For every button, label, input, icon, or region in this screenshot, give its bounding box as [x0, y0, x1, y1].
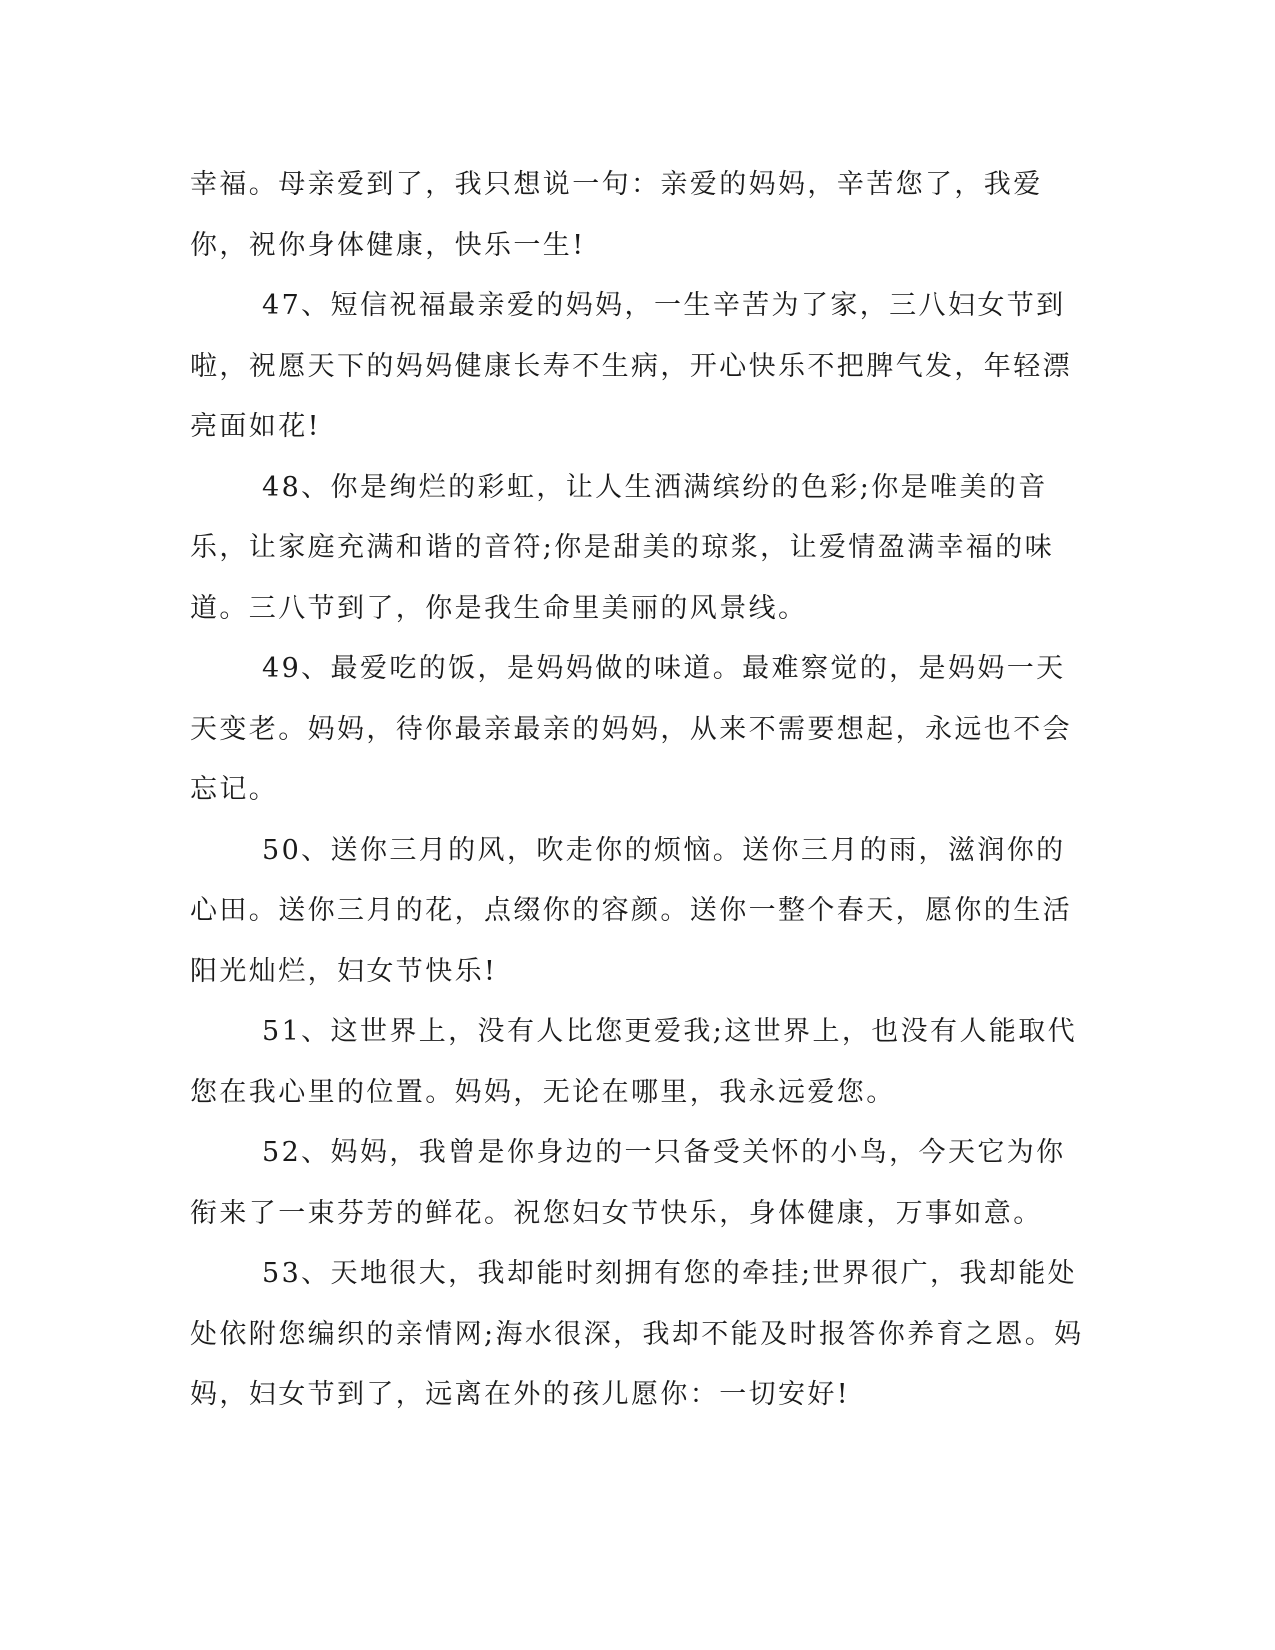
document-body: [190, 155, 1085, 1426]
paragraph-50: 50、送你三月的风，吹走你的烦恼。送你三月的雨，滋润你的心田。送你三月的花，点缀你的容颜。送你一整个春天，愿你的生活阳光灿烂，妇女节快乐!: [190, 834, 1072, 987]
paragraph-51: 51、这世界上，没有人比您更爱我;这世界上，也没有人能取代您在我心里的位置。妈妈，无论在哪里，我永远爱您。: [190, 1016, 1078, 1108]
paragraph-47: 47、短信祝福最亲爱的妈妈，一生辛苦为了家，三八妇女节到啦，祝愿天下的妈妈健康长寿不生病，开心快乐不把脾气发，年轻漂亮面如花!: [190, 290, 1072, 442]
paragraph-continuation: 幸福。母亲爱到了，我只想说一句：亲爱的妈妈，辛苦您了，我爱你，祝你身体健康，快乐一生!: [190, 169, 1043, 261]
paragraph-52: 52、妈妈，我曾是你身边的一只备受关怀的小鸟，今天它为你衔来了一束芬芳的鲜花。祝您妇女节快乐，身体健康，万事如意。: [190, 1137, 1066, 1229]
paragraph-49: 49、最爱吃的饭，是妈妈做的味道。最难察觉的，是妈妈一天天变老。妈妈，待你最亲最亲的妈妈，从来不需要想起，永远也不会忘记。: [190, 653, 1072, 805]
paragraph-53: 53、天地很大，我却能时刻拥有您的牵挂;世界很广，我却能处处依附您编织的亲情网;海水很深，我却不能及时报答你养育之恩。妈妈，妇女节到了，远离在外的孩儿愿你：一切安好!: [190, 1258, 1084, 1410]
paragraph-48: 48、你是绚烂的彩虹，让人生洒满缤纷的色彩;你是唯美的音乐，让家庭充满和谐的音符;你是甜美的琼浆，让爱情盈满幸福的味道。三八节到了，你是我生命里美丽的风景线。: [190, 471, 1055, 624]
